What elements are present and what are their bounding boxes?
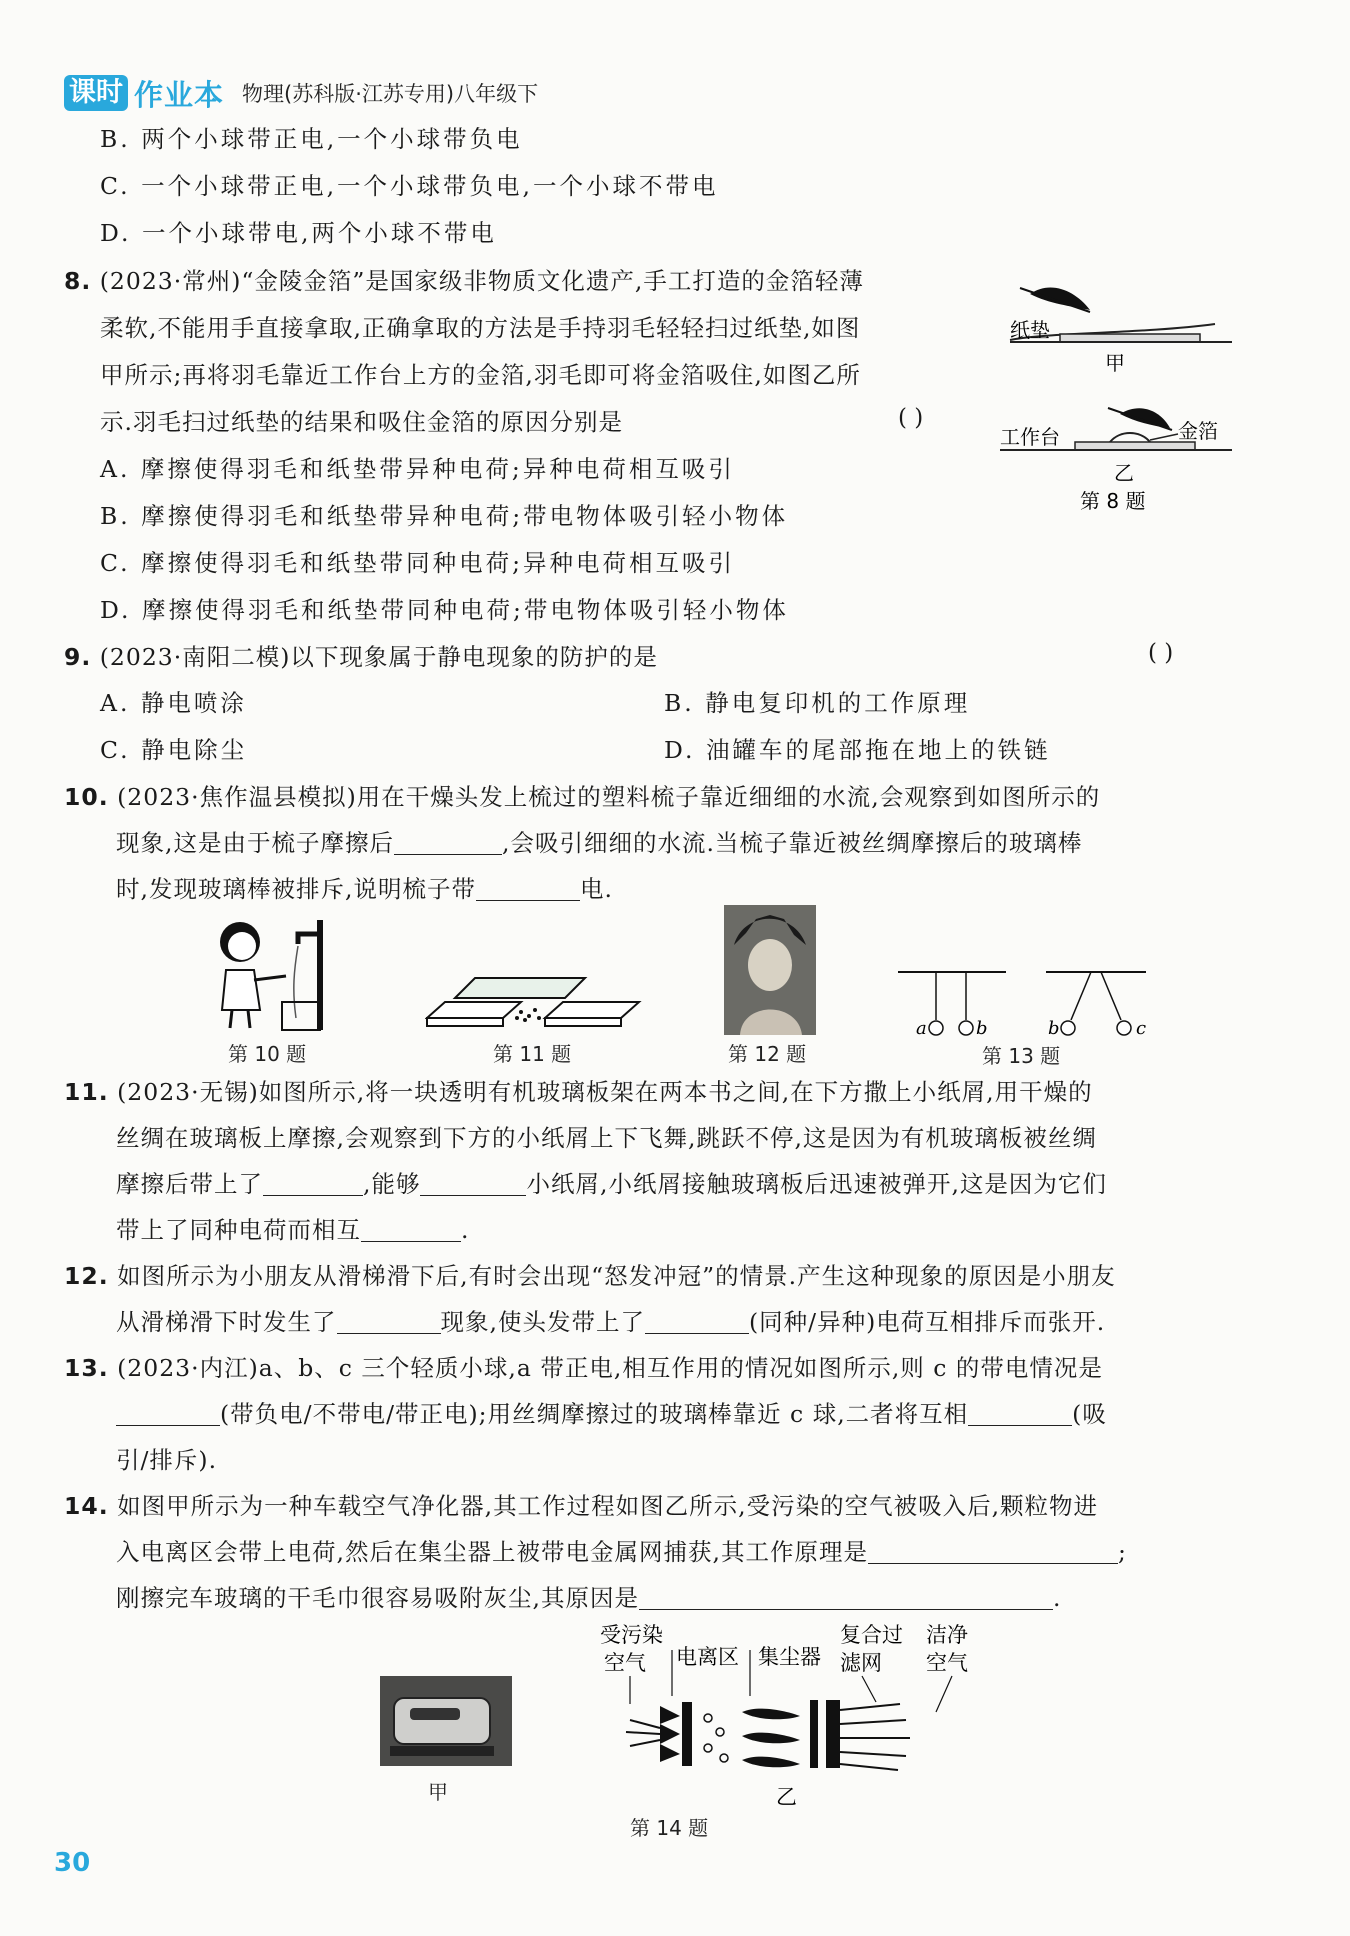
girl-with-comb-icon (220, 922, 286, 1028)
q8-option-b: B. 摩擦使得羽毛和纸垫带异种电荷;带电物体吸引轻小物体 (100, 502, 789, 530)
q14-label-yi: 乙 (776, 1785, 797, 1809)
q8-stem-line2: 柔软,不能用手直接拿取,正确拿取的方法是手持羽毛轻轻扫过纸垫,如图 (100, 314, 861, 342)
q8-number: 8. (64, 267, 92, 295)
brand-logo (64, 73, 224, 114)
logo-text: 作业本 (134, 77, 225, 112)
clean-airflow-icon (840, 1704, 910, 1770)
q13-caption: 第 13 题 (982, 1044, 1061, 1068)
feather-icon (1108, 408, 1172, 430)
page-header (64, 70, 538, 116)
q14-line2: 入电离区会带上电荷,然后在集尘器上被带电金属网捕获,其工作原理是 ; (116, 1538, 1127, 1566)
q9-option-b: B. 静电复印机的工作原理 (664, 689, 971, 717)
q13-number: 13. (64, 1354, 109, 1382)
q7-option-d: D. 一个小球带电,两个小球不带电 (100, 219, 497, 247)
q12-line2: 从滑梯滑下时发生了 现象,使头发带上了 (同种/异种)电荷互相排斥而张开. (116, 1308, 1106, 1336)
q14-label-jia: 甲 (428, 1780, 448, 1804)
q8-stem-line4: 示.羽毛扫过纸垫的结果和吸住金箔的原因分别是 (100, 408, 623, 436)
q14-line1: 14. 如图甲所示为一种车载空气净化器,其工作过程如图乙所示,受污染的空气被吸入后,颗粒物进 (64, 1492, 1099, 1520)
label-clean-air-1: 洁净 (926, 1623, 968, 1647)
feather-icon (1020, 287, 1090, 312)
q12-number: 12. (64, 1262, 109, 1290)
q10-blank-2[interactable] (476, 874, 580, 901)
ball-c-label: c (1136, 1018, 1147, 1038)
label-jia-8: 甲 (1105, 351, 1125, 375)
q8-figure (990, 262, 1240, 512)
q14-line3: 刚擦完车玻璃的干毛巾很容易吸附灰尘,其原因是 . (116, 1584, 1062, 1612)
q8-option-c: C. 摩擦使得羽毛和纸垫带同种电荷;异种电荷相互吸引 (100, 549, 735, 577)
q13-line1: 13. (2023·内江)a、b、c 三个轻质小球,a 带正电,相互作用的情况如图所示,则 c 的带电情况是 (64, 1354, 1103, 1382)
q11-number: 11. (64, 1078, 109, 1106)
q8-answer-paren: ( ) (898, 405, 924, 431)
ball-b-label-2: b (1048, 1018, 1060, 1038)
logo-badge: 课时 (64, 75, 128, 111)
q11-blank-1[interactable] (263, 1169, 363, 1196)
ball-a-label: a (916, 1018, 927, 1038)
q11-line1: 11. (2023·无锡)如图所示,将一块透明有机玻璃板架在两本书之间,在下方撒上小纸屑,用干燥的 (64, 1078, 1093, 1106)
charged-particles-icon (704, 1714, 728, 1762)
q12-figure (724, 905, 816, 1035)
label-composite-filter-2: 滤网 (840, 1651, 882, 1675)
label-worktable: 工作台 (1000, 425, 1060, 449)
books-glass-plate-icon (427, 978, 639, 1026)
label-yi-8: 乙 (1114, 461, 1134, 485)
label-polluted-air-1: 受污染 (600, 1623, 663, 1647)
q13-blank-2[interactable] (968, 1399, 1072, 1426)
q9-option-c: C. 静电除尘 (100, 736, 248, 764)
label-ionization-zone: 电离区 (676, 1645, 739, 1669)
label-dust-collector: 集尘器 (758, 1645, 821, 1669)
q11-figure (425, 968, 645, 1032)
car-air-purifier-photo (380, 1676, 512, 1766)
q12-caption: 第 12 题 (728, 1042, 807, 1066)
q11-caption: 第 11 题 (493, 1042, 572, 1066)
q11-line2: 丝绸在玻璃板上摩擦,会观察到下方的小纸屑上下飞舞,跳跃不停,这是因为有机玻璃板被丝绸 (116, 1124, 1097, 1152)
q10-number: 10. (64, 783, 109, 811)
metal-mesh-icon (810, 1700, 818, 1768)
q10-caption: 第 10 题 (228, 1042, 307, 1066)
q14-blank-1[interactable] (868, 1537, 1118, 1564)
q14-figure-yi (600, 1620, 980, 1810)
q10-figure (200, 910, 350, 1032)
q13-line3: 引/排斥). (116, 1446, 218, 1474)
polluted-airflow-icon (626, 1706, 680, 1762)
composite-filter-icon (826, 1700, 840, 1768)
q9-stem: 9. (2023·南阳二模)以下现象属于静电现象的防护的是 (64, 643, 658, 671)
q9-option-d: D. 油罐车的尾部拖在地上的铁链 (664, 736, 1051, 764)
q8-option-a: A. 摩擦使得羽毛和纸垫带异种电荷;异种电荷相互吸引 (100, 455, 735, 483)
q8-stem-line3: 甲所示;再将羽毛靠近工作台上方的金箔,羽毛即可将金箔吸住,如图乙所 (100, 361, 861, 389)
ionization-plate-icon (682, 1702, 692, 1766)
page-number: 30 (54, 1848, 91, 1878)
q10-line1: 10. (2023·焦作温县模拟)用在干燥头发上梳过的塑料梳子靠近细细的水流,会观察到如图所示的 (64, 783, 1101, 811)
q13-line2: (带负电/不带电/带正电);用丝绸摩擦过的玻璃棒靠近 c 球,二者将互相 (吸 (116, 1397, 1107, 1431)
q14-caption: 第 14 题 (630, 1816, 709, 1840)
q14-number: 14. (64, 1492, 109, 1520)
label-gold-foil: 金箔 (1178, 419, 1218, 443)
q7-option-c: C. 一个小球带正电,一个小球带负电,一个小球不带电 (100, 172, 719, 200)
q13-blank-1[interactable] (116, 1399, 220, 1426)
q8-caption: 第 8 题 (1080, 489, 1146, 512)
q11-line3: 摩擦后带上了 ,能够 小纸屑,小纸屑接触玻璃板后迅速被弹开,这是因为它们 (116, 1170, 1107, 1198)
label-polluted-air-2: 空气 (604, 1651, 646, 1675)
q10-line3: 时,发现玻璃棒被排斥,说明梳子带 电. (116, 875, 613, 903)
ball-b-label-1: b (976, 1018, 988, 1038)
q11-blank-2[interactable] (420, 1169, 526, 1196)
label-clean-air-2: 空气 (926, 1651, 968, 1675)
collector-electrodes-icon (742, 1709, 800, 1768)
q14-blank-2[interactable] (639, 1583, 1053, 1610)
q7-option-b: B. 两个小球带正电,一个小球带负电 (100, 125, 523, 153)
q11-blank-3[interactable] (361, 1215, 461, 1242)
q10-line2: 现象,这是由于梳子摩擦后 ,会吸引细细的水流.当梳子靠近被丝绸摩擦后的玻璃棒 (116, 829, 1083, 857)
q8-option-d: D. 摩擦使得羽毛和纸垫带同种电荷;带电物体吸引轻小物体 (100, 596, 789, 624)
q9-answer-paren: ( ) (1148, 640, 1174, 666)
q11-line4: 带上了同种电荷而相互 . (116, 1216, 470, 1244)
q14-figure-jia (380, 1676, 512, 1766)
q12-line1: 12. 如图所示为小朋友从滑梯滑下后,有时会出现“怒发冲冠”的情景.产生这种现象的原因是小朋友 (64, 1262, 1116, 1290)
faucet-icon (282, 920, 320, 1030)
book-subtitle: 物理(苏科版·江苏专用)八年级下 (242, 82, 539, 106)
q9-option-a: A. 静电喷涂 (100, 689, 247, 717)
label-composite-filter-1: 复合过 (840, 1623, 903, 1647)
q8-stem-line1: 8. (2023·常州)“金陵金箔”是国家级非物质文化遗产,手工打造的金箔轻薄 (64, 267, 864, 295)
child-hair-photo (724, 905, 816, 1035)
q9-number: 9. (64, 643, 92, 671)
q12-blank-2[interactable] (645, 1307, 749, 1334)
q12-blank-1[interactable] (337, 1307, 441, 1334)
q13-figure (896, 968, 1156, 1038)
label-paper-pad: 纸垫 (1010, 318, 1050, 342)
q10-blank-1[interactable] (394, 828, 502, 855)
